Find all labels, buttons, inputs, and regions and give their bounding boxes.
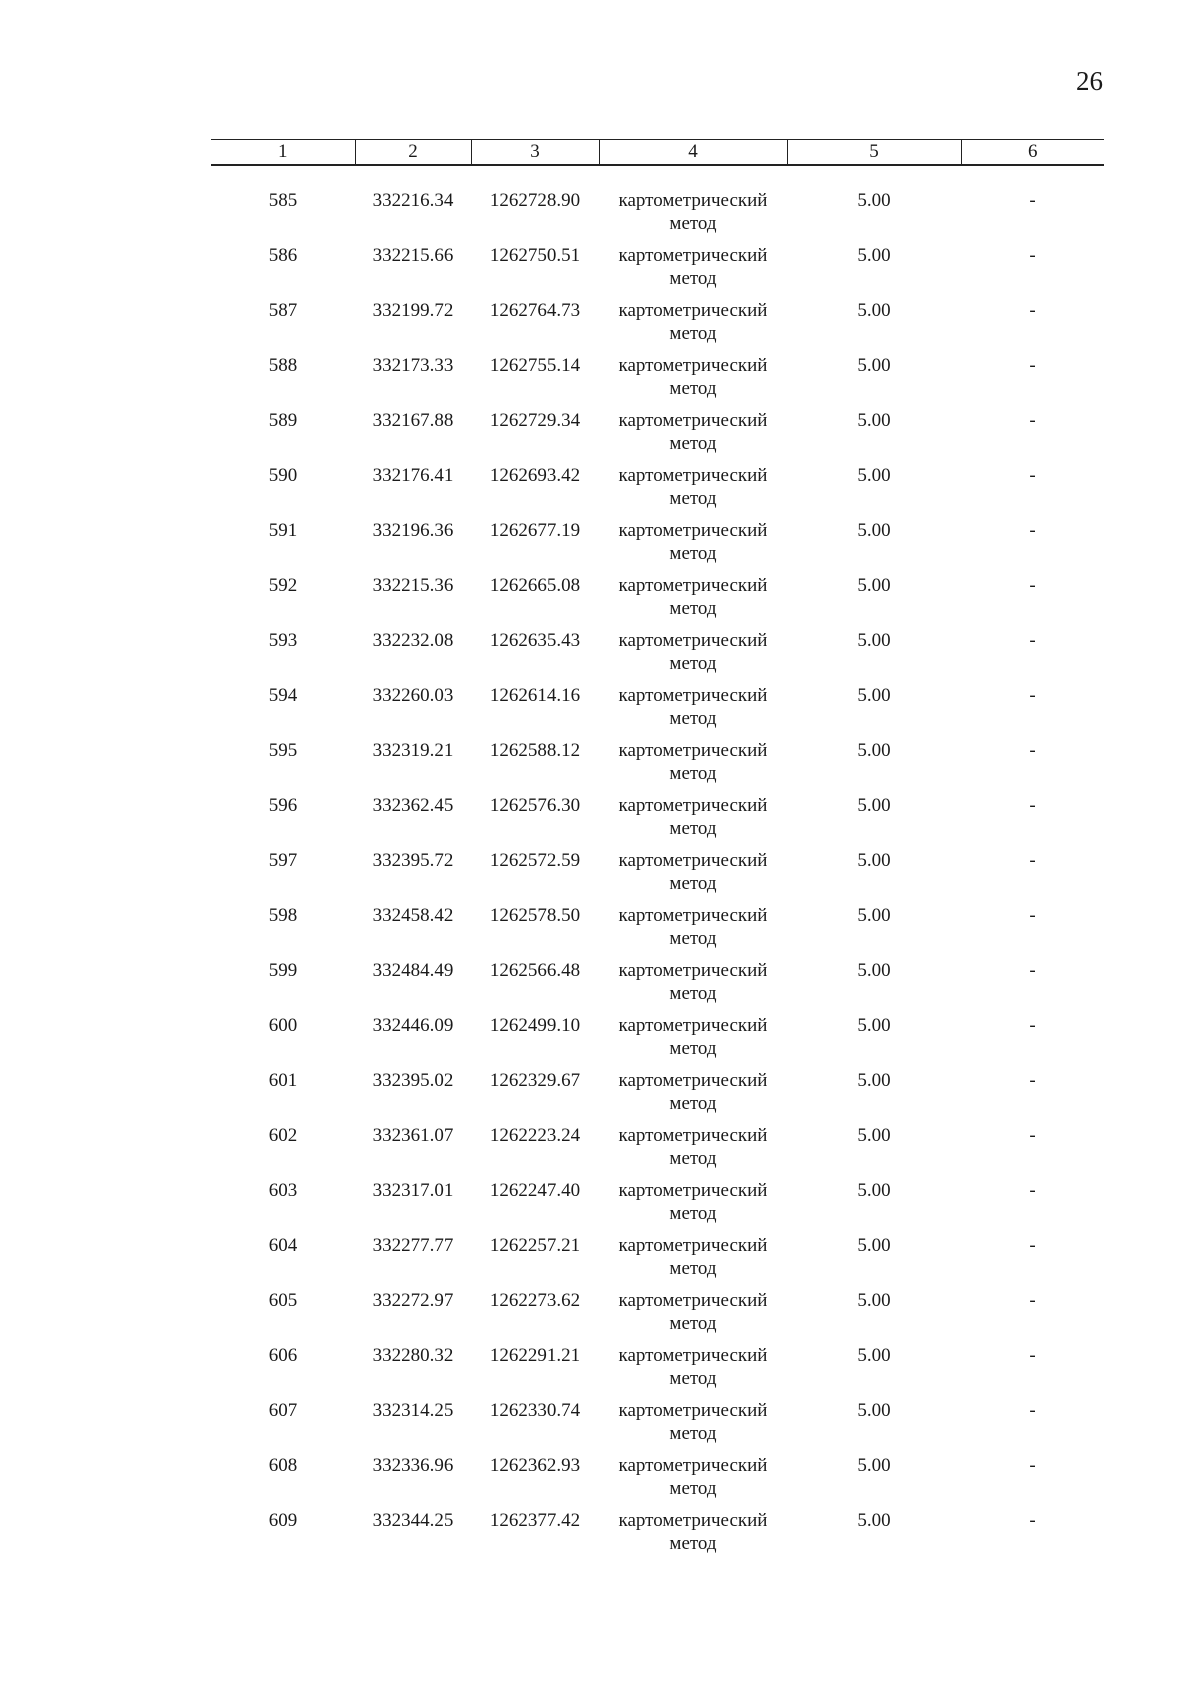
y-coordinate-cell: 1262362.93 [489, 1455, 581, 1476]
y-coordinate-cell: 1262588.12 [489, 740, 581, 761]
point-number-cell: 598 [268, 905, 298, 926]
x-coordinate-cell: 332272.97 [372, 1290, 454, 1311]
method-cell: картометрический метод [618, 960, 768, 1004]
description-cell: - [1029, 355, 1036, 376]
point-number-cell: 586 [268, 245, 298, 266]
y-coordinate-cell: 1262750.51 [489, 245, 581, 266]
table-body [211, 165, 1104, 1564]
description-cell: - [1029, 1345, 1036, 1366]
point-number-cell: 603 [268, 1180, 298, 1201]
x-coordinate-cell: 332260.03 [372, 685, 454, 706]
coordinates-table [211, 139, 1104, 1564]
accuracy-cell: 5.00 [857, 1345, 891, 1366]
point-number-cell: 606 [268, 1345, 298, 1366]
point-number-cell: 591 [268, 520, 298, 541]
y-coordinate-cell: 1262635.43 [489, 630, 581, 651]
method-cell: картометрический метод [618, 740, 768, 784]
y-coordinate-cell: 1262729.34 [489, 410, 581, 431]
accuracy-cell: 5.00 [857, 355, 891, 376]
description-cell: - [1029, 850, 1036, 871]
x-coordinate-cell: 332199.72 [372, 300, 454, 321]
point-number-cell: 597 [268, 850, 298, 871]
x-coordinate-cell: 332319.21 [372, 740, 454, 761]
y-coordinate-cell: 1262572.59 [489, 850, 581, 871]
description-cell: - [1029, 1235, 1036, 1256]
y-coordinate-cell: 1262693.42 [489, 465, 581, 486]
method-cell: картометрический метод [618, 410, 768, 454]
accuracy-cell: 5.00 [857, 245, 891, 266]
table-row [211, 1344, 1104, 1399]
point-number-cell: 604 [268, 1235, 298, 1256]
description-cell: - [1029, 1510, 1036, 1531]
description-cell: - [1029, 795, 1036, 816]
table-row [211, 354, 1104, 409]
x-coordinate-cell: 332215.66 [372, 245, 454, 266]
accuracy-cell: 5.00 [857, 1070, 891, 1091]
description-cell: - [1029, 465, 1036, 486]
table-row [211, 959, 1104, 1014]
column-header: 1 [211, 140, 355, 166]
table-row [211, 1509, 1104, 1564]
accuracy-cell: 5.00 [857, 465, 891, 486]
x-coordinate-cell: 332167.88 [372, 410, 454, 431]
column-header: 6 [961, 140, 1104, 166]
description-cell: - [1029, 1015, 1036, 1036]
table-row [211, 1289, 1104, 1344]
point-number-cell: 594 [268, 685, 298, 706]
x-coordinate-cell: 332484.49 [372, 960, 454, 981]
description-cell: - [1029, 520, 1036, 541]
method-cell: картометрический метод [618, 190, 768, 234]
y-coordinate-cell: 1262273.62 [489, 1290, 581, 1311]
y-coordinate-cell: 1262576.30 [489, 795, 581, 816]
point-number-cell: 585 [268, 190, 298, 211]
table-row [211, 519, 1104, 574]
table-row [211, 1179, 1104, 1234]
method-cell: картометрический метод [618, 575, 768, 619]
table-row [211, 464, 1104, 519]
x-coordinate-cell: 332446.09 [372, 1015, 454, 1036]
y-coordinate-cell: 1262677.19 [489, 520, 581, 541]
description-cell: - [1029, 905, 1036, 926]
method-cell: картометрический метод [618, 685, 768, 729]
point-number-cell: 590 [268, 465, 298, 486]
column-header: 3 [471, 140, 599, 166]
method-cell: картометрический метод [618, 1400, 768, 1444]
table-row [211, 244, 1104, 299]
description-cell: - [1029, 190, 1036, 211]
accuracy-cell: 5.00 [857, 1400, 891, 1421]
x-coordinate-cell: 332317.01 [372, 1180, 454, 1201]
table-row [211, 1454, 1104, 1509]
x-coordinate-cell: 332216.34 [372, 190, 454, 211]
x-coordinate-cell: 332314.25 [372, 1400, 454, 1421]
x-coordinate-cell: 332277.77 [372, 1235, 454, 1256]
table-row [211, 794, 1104, 849]
table-row [211, 299, 1104, 354]
accuracy-cell: 5.00 [857, 795, 891, 816]
description-cell: - [1029, 630, 1036, 651]
accuracy-cell: 5.00 [857, 740, 891, 761]
y-coordinate-cell: 1262755.14 [489, 355, 581, 376]
y-coordinate-cell: 1262566.48 [489, 960, 581, 981]
table-row [211, 684, 1104, 739]
column-header: 4 [599, 140, 787, 166]
description-cell: - [1029, 1180, 1036, 1201]
x-coordinate-cell: 332458.42 [372, 905, 454, 926]
accuracy-cell: 5.00 [857, 575, 891, 596]
point-number-cell: 608 [268, 1455, 298, 1476]
page-number: 26 [1076, 66, 1103, 96]
point-number-cell: 589 [268, 410, 298, 431]
y-coordinate-cell: 1262499.10 [489, 1015, 581, 1036]
x-coordinate-cell: 332280.32 [372, 1345, 454, 1366]
point-number-cell: 599 [268, 960, 298, 981]
x-coordinate-cell: 332395.02 [372, 1070, 454, 1091]
method-cell: картометрический метод [618, 300, 768, 344]
accuracy-cell: 5.00 [857, 630, 891, 651]
x-coordinate-cell: 332176.41 [372, 465, 454, 486]
x-coordinate-cell: 332336.96 [372, 1455, 454, 1476]
method-cell: картометрический метод [618, 905, 768, 949]
description-cell: - [1029, 960, 1036, 981]
y-coordinate-cell: 1262665.08 [489, 575, 581, 596]
table-row [211, 1399, 1104, 1454]
description-cell: - [1029, 685, 1036, 706]
method-cell: картометрический метод [618, 850, 768, 894]
point-number-cell: 587 [268, 300, 298, 321]
accuracy-cell: 5.00 [857, 850, 891, 871]
accuracy-cell: 5.00 [857, 520, 891, 541]
point-number-cell: 602 [268, 1125, 298, 1146]
table-row [211, 849, 1104, 904]
table-row [211, 409, 1104, 464]
accuracy-cell: 5.00 [857, 410, 891, 431]
x-coordinate-cell: 332362.45 [372, 795, 454, 816]
y-coordinate-cell: 1262764.73 [489, 300, 581, 321]
point-number-cell: 593 [268, 630, 298, 651]
method-cell: картометрический метод [618, 245, 768, 289]
y-coordinate-cell: 1262247.40 [489, 1180, 581, 1201]
accuracy-cell: 5.00 [857, 1235, 891, 1256]
y-coordinate-cell: 1262728.90 [489, 190, 581, 211]
accuracy-cell: 5.00 [857, 1180, 891, 1201]
accuracy-cell: 5.00 [857, 1290, 891, 1311]
y-coordinate-cell: 1262614.16 [489, 685, 581, 706]
y-coordinate-cell: 1262578.50 [489, 905, 581, 926]
y-coordinate-cell: 1262377.42 [489, 1510, 581, 1531]
table-row [211, 1234, 1104, 1289]
table-row [211, 1014, 1104, 1069]
method-cell: картометрический метод [618, 465, 768, 509]
table-row [211, 1124, 1104, 1179]
table-row [211, 1069, 1104, 1124]
x-coordinate-cell: 332232.08 [372, 630, 454, 651]
table-row [211, 904, 1104, 959]
accuracy-cell: 5.00 [857, 1125, 891, 1146]
method-cell: картометрический метод [618, 1290, 768, 1334]
accuracy-cell: 5.00 [857, 190, 891, 211]
description-cell: - [1029, 300, 1036, 321]
method-cell: картометрический метод [618, 1070, 768, 1114]
y-coordinate-cell: 1262291.21 [489, 1345, 581, 1366]
x-coordinate-cell: 332196.36 [372, 520, 454, 541]
y-coordinate-cell: 1262223.24 [489, 1125, 581, 1146]
point-number-cell: 609 [268, 1510, 298, 1531]
method-cell: картометрический метод [618, 520, 768, 564]
accuracy-cell: 5.00 [857, 1455, 891, 1476]
table-row [211, 629, 1104, 684]
method-cell: картометрический метод [618, 1455, 768, 1499]
accuracy-cell: 5.00 [857, 960, 891, 981]
point-number-cell: 607 [268, 1400, 298, 1421]
table-row [211, 574, 1104, 629]
x-coordinate-cell: 332395.72 [372, 850, 454, 871]
point-number-cell: 605 [268, 1290, 298, 1311]
accuracy-cell: 5.00 [857, 300, 891, 321]
column-header: 5 [787, 140, 961, 166]
method-cell: картометрический метод [618, 630, 768, 674]
table-row [211, 165, 1104, 244]
method-cell: картометрический метод [618, 795, 768, 839]
accuracy-cell: 5.00 [857, 685, 891, 706]
y-coordinate-cell: 1262330.74 [489, 1400, 581, 1421]
description-cell: - [1029, 1290, 1036, 1311]
description-cell: - [1029, 1400, 1036, 1421]
accuracy-cell: 5.00 [857, 1510, 891, 1531]
method-cell: картометрический метод [618, 1125, 768, 1169]
method-cell: картометрический метод [618, 1015, 768, 1059]
description-cell: - [1029, 410, 1036, 431]
table-row [211, 739, 1104, 794]
method-cell: картометрический метод [618, 1180, 768, 1224]
table-header-row [211, 140, 1104, 166]
method-cell: картометрический метод [618, 1345, 768, 1389]
method-cell: картометрический метод [618, 1235, 768, 1279]
x-coordinate-cell: 332361.07 [372, 1125, 454, 1146]
y-coordinate-cell: 1262329.67 [489, 1070, 581, 1091]
point-number-cell: 595 [268, 740, 298, 761]
point-number-cell: 588 [268, 355, 298, 376]
description-cell: - [1029, 1125, 1036, 1146]
x-coordinate-cell: 332173.33 [372, 355, 454, 376]
column-header: 2 [355, 140, 471, 166]
x-coordinate-cell: 332344.25 [372, 1510, 454, 1531]
y-coordinate-cell: 1262257.21 [489, 1235, 581, 1256]
point-number-cell: 600 [268, 1015, 298, 1036]
x-coordinate-cell: 332215.36 [372, 575, 454, 596]
method-cell: картометрический метод [618, 1510, 768, 1554]
point-number-cell: 592 [268, 575, 298, 596]
description-cell: - [1029, 245, 1036, 266]
point-number-cell: 596 [268, 795, 298, 816]
point-number-cell: 601 [268, 1070, 298, 1091]
description-cell: - [1029, 1070, 1036, 1091]
method-cell: картометрический метод [618, 355, 768, 399]
description-cell: - [1029, 740, 1036, 761]
description-cell: - [1029, 575, 1036, 596]
description-cell: - [1029, 1455, 1036, 1476]
accuracy-cell: 5.00 [857, 1015, 891, 1036]
accuracy-cell: 5.00 [857, 905, 891, 926]
